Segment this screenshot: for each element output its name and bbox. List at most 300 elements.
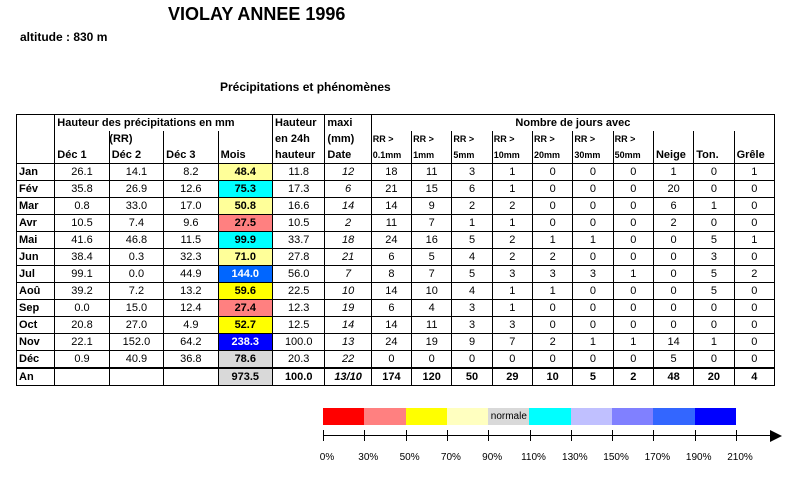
header-mois: Mois [218,147,272,164]
cell-mois: 238.3 [218,334,272,351]
cell-date: 12 [325,164,371,181]
cell-date: 18 [325,232,371,249]
cell-mois: 27.4 [218,300,272,317]
cell-r5: 3 [452,300,492,317]
cell-grele: 0 [734,283,774,300]
total-r01: 174 [371,368,411,386]
cell-d1: 26.1 [55,164,109,181]
tick-label: 190% [685,452,712,463]
section-subtitle: Précipitations et phénomènes [220,80,391,94]
cell-r50: 0 [613,351,653,369]
cell-neige: 20 [653,181,693,198]
cell-date: 13 [325,334,371,351]
color-scale-legend [323,408,736,425]
cell-r10: 1 [492,300,532,317]
cell-d2: 0.3 [109,249,163,266]
header-neige: Neige [653,147,693,164]
cell-grele: 0 [734,215,774,232]
cell-r5: 1 [452,215,492,232]
legend-swatch [529,408,570,425]
cell-r20: 0 [533,215,573,232]
cell-d2: 0.0 [109,266,163,283]
cell-grele: 1 [734,232,774,249]
cell-r01: 8 [371,266,411,283]
cell-d3: 64.2 [164,334,218,351]
header-dec1: Déc 1 [55,147,109,164]
cell-r50: 1 [613,266,653,283]
header-dec3: Déc 3 [164,147,218,164]
table-row [17,198,775,215]
cell-d1: 0.8 [55,198,109,215]
cell-neige: 0 [653,266,693,283]
cell-mois: 59.6 [218,283,272,300]
blank-cell [694,131,734,147]
header-50mm: 50mm [613,147,653,164]
cell-r5: 3 [452,317,492,334]
cell-r5: 4 [452,283,492,300]
header-hauteur: Hauteur [273,115,325,132]
month-label: Jul [17,266,55,283]
cell-r10: 1 [492,164,532,181]
total-r50: 2 [613,368,653,386]
axis-tick [695,430,696,441]
cell-d3: 12.4 [164,300,218,317]
legend-swatch [323,408,364,425]
cell-r1: 7 [412,266,452,283]
table-row [17,300,775,317]
cell-d1: 99.1 [55,266,109,283]
cell-r50: 0 [613,317,653,334]
cell-r01: 11 [371,215,411,232]
cell-r5: 3 [452,164,492,181]
month-label: Mai [17,232,55,249]
total-grele: 4 [734,368,774,386]
cell-r50: 0 [613,181,653,198]
table-row [17,317,775,334]
blank-cell [218,131,272,147]
cell-r30: 0 [573,164,613,181]
cell-d2: 40.9 [109,351,163,369]
cell-r20: 0 [533,351,573,369]
cell-date: 14 [325,317,371,334]
cell-r50: 0 [613,232,653,249]
cell-ton: 5 [694,232,734,249]
cell-r5: 9 [452,334,492,351]
cell-r5: 0 [452,351,492,369]
cell-h: 11.8 [273,164,325,181]
cell-r01: 6 [371,249,411,266]
cell-neige: 5 [653,351,693,369]
cell-r1: 4 [412,300,452,317]
month-label: Fév [17,181,55,198]
header-ton: Ton. [694,147,734,164]
cell-r50: 0 [613,300,653,317]
cell-r10: 1 [492,283,532,300]
cell-r1: 11 [412,317,452,334]
tick-label: 150% [603,452,629,463]
month-label: Oct [17,317,55,334]
axis-tick [364,430,365,441]
cell-ton: 0 [694,300,734,317]
weather-table [16,114,775,386]
cell-r1: 5 [412,249,452,266]
cell-mois: 52.7 [218,317,272,334]
legend-swatch [653,408,694,425]
cell-neige: 0 [653,317,693,334]
legend-swatch [447,408,488,425]
axis-tick [323,430,324,441]
tick-label: 70% [440,452,461,463]
cell-d3: 4.9 [164,317,218,334]
cell-r5: 5 [452,232,492,249]
cell-r20: 0 [533,181,573,198]
total-neige: 48 [653,368,693,386]
cell-neige: 1 [653,164,693,181]
cell-r30: 0 [573,198,613,215]
cell-date: 10 [325,283,371,300]
cell-r10: 0 [492,351,532,369]
tick-label: 90% [482,452,503,463]
cell-d2: 46.8 [109,232,163,249]
cell-grele: 2 [734,266,774,283]
cell-r20: 1 [533,283,573,300]
cell-r01: 14 [371,198,411,215]
cell-d3: 17.0 [164,198,218,215]
cell-r1: 9 [412,198,452,215]
cell-r30: 3 [573,266,613,283]
cell-neige: 0 [653,300,693,317]
cell-r01: 14 [371,283,411,300]
cell-r10: 3 [492,317,532,334]
table-row [17,351,775,369]
cell-r01: 24 [371,232,411,249]
cell-ton: 0 [694,215,734,232]
cell-mois: 50.8 [218,198,272,215]
header-grele: Grêle [734,147,774,164]
cell-grele: 0 [734,198,774,215]
legend-swatch [612,408,653,425]
total-label: An [17,368,55,386]
header-rr-gt: RR > [452,131,492,147]
cell-grele: 0 [734,249,774,266]
legend-swatch [406,408,447,425]
cell-h: 10.5 [273,215,325,232]
cell-d1: 38.4 [55,249,109,266]
axis-tick [447,430,448,441]
cell-r01: 0 [371,351,411,369]
cell-mois: 144.0 [218,266,272,283]
header-en24h: en 24h [273,131,325,147]
cell-r10: 2 [492,198,532,215]
cell-date: 22 [325,351,371,369]
header-date: Date [325,147,371,164]
header-rr-gt: RR > [371,131,411,147]
axis-tick [530,430,531,441]
month-label: Aoû [17,283,55,300]
cell-ton: 1 [694,198,734,215]
cell-d2: 152.0 [109,334,163,351]
cell-r5: 6 [452,181,492,198]
cell-r10: 1 [492,215,532,232]
tick-label: 210% [727,452,753,463]
table-row [17,249,775,266]
table-row [17,334,775,351]
legend-swatch [695,408,736,425]
header-rr: (RR) [55,131,109,147]
scale-axis [323,435,771,436]
tick-label: 170% [644,452,671,463]
cell-grele: 0 [734,351,774,369]
cell-ton: 5 [694,266,734,283]
cell-ton: 3 [694,249,734,266]
cell-r01: 14 [371,317,411,334]
table-row [17,181,775,198]
month-label: Jan [17,164,55,181]
cell-d1: 35.8 [55,181,109,198]
blank-cell [109,368,163,386]
cell-grele: 0 [734,334,774,351]
cell-r1: 0 [412,351,452,369]
cell-d2: 27.0 [109,317,163,334]
cell-r1: 16 [412,232,452,249]
cell-date: 21 [325,249,371,266]
cell-neige: 14 [653,334,693,351]
axis-tick [571,430,572,441]
cell-r20: 0 [533,300,573,317]
cell-d3: 32.3 [164,249,218,266]
cell-r50: 0 [613,198,653,215]
cell-grele: 0 [734,300,774,317]
cell-r20: 1 [533,232,573,249]
corner-cell [17,131,55,147]
cell-d3: 12.6 [164,181,218,198]
total-mois: 973.5 [218,368,272,386]
header-5mm: 5mm [452,147,492,164]
cell-r01: 6 [371,300,411,317]
legend-swatch [364,408,405,425]
cell-mois: 75.3 [218,181,272,198]
cell-d1: 0.9 [55,351,109,369]
cell-d1: 0.0 [55,300,109,317]
cell-date: 6 [325,181,371,198]
header-10mm: 10mm [492,147,532,164]
corner-cell [17,115,55,132]
cell-mois: 99.9 [218,232,272,249]
tick-label: 50% [399,452,420,463]
cell-r1: 19 [412,334,452,351]
cell-mois: 71.0 [218,249,272,266]
cell-h: 27.8 [273,249,325,266]
cell-d1: 41.6 [55,232,109,249]
cell-d2: 26.9 [109,181,163,198]
cell-date: 19 [325,300,371,317]
cell-r1: 10 [412,283,452,300]
header-rr-gt: RR > [533,131,573,147]
header-hauteur2: hauteur [273,147,325,164]
legend-swatch [571,408,612,425]
cell-h: 12.5 [273,317,325,334]
cell-r20: 2 [533,249,573,266]
cell-r30: 0 [573,249,613,266]
cell-neige: 6 [653,198,693,215]
header-20mm: 20mm [533,147,573,164]
cell-r10: 1 [492,181,532,198]
cell-r1: 15 [412,181,452,198]
cell-r01: 18 [371,164,411,181]
cell-r30: 0 [573,283,613,300]
header-rr-gt: RR > [412,131,452,147]
tick-label: 130% [562,452,588,463]
month-label: Avr [17,215,55,232]
cell-mois: 78.6 [218,351,272,369]
total-date: 13/10 [325,368,371,386]
cell-r50: 0 [613,249,653,266]
cell-r1: 7 [412,215,452,232]
header-rr-gt: RR > [573,131,613,147]
axis-tick [653,430,654,441]
cell-grele: 0 [734,317,774,334]
axis-tick [612,430,613,441]
cell-d3: 9.6 [164,215,218,232]
month-label: Sep [17,300,55,317]
cell-date: 2 [325,215,371,232]
total-r20: 10 [533,368,573,386]
cell-d1: 10.5 [55,215,109,232]
total-r30: 5 [573,368,613,386]
cell-d3: 36.8 [164,351,218,369]
total-r5: 50 [452,368,492,386]
cell-d1: 39.2 [55,283,109,300]
blank-cell [653,131,693,147]
cell-d2: 7.2 [109,283,163,300]
header-rr-gt: RR > [613,131,653,147]
cell-r50: 0 [613,215,653,232]
cell-ton: 0 [694,317,734,334]
cell-r30: 0 [573,215,613,232]
tick-label: 110% [521,452,546,463]
cell-r10: 3 [492,266,532,283]
axis-tick [406,430,407,441]
total-r10: 29 [492,368,532,386]
cell-r30: 0 [573,351,613,369]
blank-cell [164,368,218,386]
cell-h: 33.7 [273,232,325,249]
cell-d2: 14.1 [109,164,163,181]
cell-r10: 2 [492,232,532,249]
cell-r20: 0 [533,317,573,334]
cell-r50: 1 [613,334,653,351]
cell-h: 22.5 [273,283,325,300]
cell-h: 100.0 [273,334,325,351]
cell-ton: 1 [694,334,734,351]
header-rr-gt: RR > [492,131,532,147]
cell-r20: 0 [533,164,573,181]
cell-h: 56.0 [273,266,325,283]
blank-cell [734,131,774,147]
cell-d3: 13.2 [164,283,218,300]
axis-tick [736,430,737,441]
tick-label: 30% [358,452,379,463]
cell-d3: 44.9 [164,266,218,283]
cell-neige: 0 [653,232,693,249]
cell-neige: 0 [653,249,693,266]
cell-r20: 0 [533,198,573,215]
cell-d2: 33.0 [109,198,163,215]
cell-ton: 0 [694,181,734,198]
corner-cell [17,147,55,164]
cell-grele: 1 [734,164,774,181]
cell-r30: 1 [573,334,613,351]
cell-ton: 5 [694,283,734,300]
cell-d2: 15.0 [109,300,163,317]
total-row [17,368,775,386]
header-30mm: 30mm [573,147,613,164]
cell-mois: 48.4 [218,164,272,181]
header-hauteur-precip: Hauteur des précipitations en mm [55,115,273,132]
cell-h: 12.3 [273,300,325,317]
blank-cell [164,131,218,147]
table-row [17,164,775,181]
month-label: Nov [17,334,55,351]
cell-d3: 11.5 [164,232,218,249]
cell-r20: 3 [533,266,573,283]
cell-r5: 5 [452,266,492,283]
cell-d1: 20.8 [55,317,109,334]
page-title: VIOLAY ANNEE 1996 [168,4,346,24]
cell-r01: 21 [371,181,411,198]
cell-r5: 2 [452,198,492,215]
axis-tick [488,430,489,441]
header-dec2: Déc 2 [109,147,163,164]
table-row [17,232,775,249]
header-01mm: 0.1mm [371,147,411,164]
cell-r50: 0 [613,164,653,181]
cell-r30: 1 [573,232,613,249]
cell-date: 7 [325,266,371,283]
cell-r30: 0 [573,181,613,198]
cell-neige: 2 [653,215,693,232]
cell-d2: 7.4 [109,215,163,232]
total-ton: 20 [694,368,734,386]
header-maxi: maxi [325,115,371,132]
cell-grele: 0 [734,181,774,198]
month-label: Déc [17,351,55,369]
cell-r30: 0 [573,300,613,317]
cell-h: 17.3 [273,181,325,198]
cell-r5: 4 [452,249,492,266]
altitude-label: altitude : 830 m [20,30,108,44]
total-hauteur: 100.0 [273,368,325,386]
cell-r1: 11 [412,164,452,181]
cell-r30: 0 [573,317,613,334]
table-row [17,215,775,232]
header-mm: (mm) [325,131,371,147]
tick-label: 0% [319,452,335,463]
cell-mois: 27.5 [218,215,272,232]
cell-r10: 7 [492,334,532,351]
cell-r10: 2 [492,249,532,266]
axis-arrow-icon [770,430,782,442]
cell-r20: 2 [533,334,573,351]
blank-cell [55,368,109,386]
cell-date: 14 [325,198,371,215]
total-r1: 120 [412,368,452,386]
cell-d1: 22.1 [55,334,109,351]
header-nombre-jours: Nombre de jours avec [371,115,774,132]
cell-r01: 24 [371,334,411,351]
cell-h: 16.6 [273,198,325,215]
legend-swatch: normale [488,408,529,425]
